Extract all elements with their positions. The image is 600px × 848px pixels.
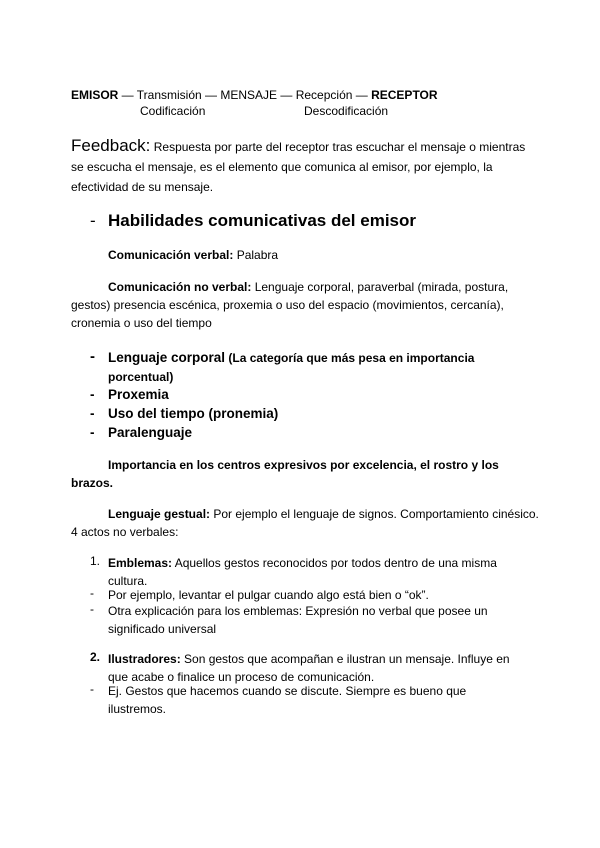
list-item-note-cont: porcentual) bbox=[108, 370, 174, 384]
list-item bbox=[108, 350, 474, 365]
list-item-bullet: - bbox=[90, 406, 95, 421]
emblemas-sub-bullet: - bbox=[90, 602, 94, 616]
codificacion-label: Codificación bbox=[140, 104, 206, 118]
importancia-paragraph: Importancia en los centros expresivos por excelencia, el rostro y los brazos. bbox=[71, 458, 499, 490]
gestual-term: Lenguaje gestual: bbox=[108, 507, 211, 521]
list-item-label: Proxemia bbox=[108, 387, 169, 402]
list-item-bullet: - bbox=[90, 387, 95, 402]
emblemas-term: Emblemas: bbox=[108, 556, 173, 570]
list-item-bullet: - bbox=[90, 425, 95, 440]
feedback-term: Feedback: bbox=[71, 136, 151, 155]
section-bullet: - bbox=[90, 211, 96, 230]
no-verbal-text: Lenguaje corporal, paraverbal (mirada, postura, gestos) presencia escénica, proxemia o uso del espacio (movimientos, cercanía), cronemia o uso del tiempo bbox=[71, 280, 509, 330]
feedback-paragraph bbox=[71, 136, 541, 197]
flow-middle-text: — Transmisión — MENSAJE — Recepción — bbox=[118, 88, 372, 102]
emblemas-number: 1. bbox=[90, 554, 101, 568]
emblemas-sub-item: Otra explicación para los emblemas: Expresión no verbal que posee un significado universal bbox=[108, 604, 488, 636]
ilustradores-sub-bullet: - bbox=[90, 682, 94, 696]
verbal-line bbox=[108, 248, 278, 262]
descodificacion-label: Descodificación bbox=[304, 104, 389, 118]
gestual-paragraph bbox=[71, 505, 541, 541]
ilustradores-text: Son gestos que acompañan e ilustran un mensaje. Influye en que acabe o finalice un proceso de comunicación. bbox=[108, 652, 510, 684]
verbal-text: Palabra bbox=[233, 248, 279, 262]
list-item-label: Paralenguaje bbox=[108, 425, 193, 440]
no-verbal-term: Comunicación no verbal: bbox=[108, 280, 252, 294]
receptor-label: RECEPTOR bbox=[371, 88, 438, 102]
emblemas-sub-bullet: - bbox=[90, 586, 94, 600]
verbal-term: Comunicación verbal: bbox=[108, 248, 234, 262]
no-verbal-paragraph bbox=[71, 278, 541, 332]
emblemas-paragraph bbox=[108, 554, 523, 590]
communication-flow bbox=[71, 88, 438, 102]
ilustradores-paragraph bbox=[108, 650, 528, 686]
emblemas-text: Aquellos gestos reconocidos por todos dentro de una misma cultura. bbox=[108, 556, 497, 588]
list-item-label: Uso del tiempo (pronemia) bbox=[108, 406, 279, 421]
ilustradores-sub-item: Ej. Gestos que hacemos cuando se discute. Siempre es bueno que ilustremos. bbox=[108, 684, 467, 716]
list-item-bullet: - bbox=[90, 348, 95, 365]
ilustradores-number: 2. bbox=[90, 650, 101, 664]
list-item-label: Lenguaje corporal bbox=[108, 350, 226, 365]
gestual-text: Por ejemplo el lenguaje de signos. Comportamiento cinésico. 4 actos no verbales: bbox=[71, 507, 539, 539]
section-heading: Habilidades comunicativas del emisor bbox=[108, 211, 417, 230]
ilustradores-term: Ilustradores: bbox=[108, 652, 181, 666]
emblemas-sub-item: Por ejemplo, levantar el pulgar cuando algo está bien o “ok”. bbox=[108, 588, 429, 602]
list-item-note: (La categoría que más pesa en importancia bbox=[225, 351, 475, 365]
emisor-label: EMISOR bbox=[71, 88, 119, 102]
feedback-definition: Respuesta por parte del receptor tras escuchar el mensaje o mientras se escucha el mensaje, es el elemento que comunica al emisor, por ejemplo, la efectividad de su mensaje. bbox=[71, 140, 526, 194]
